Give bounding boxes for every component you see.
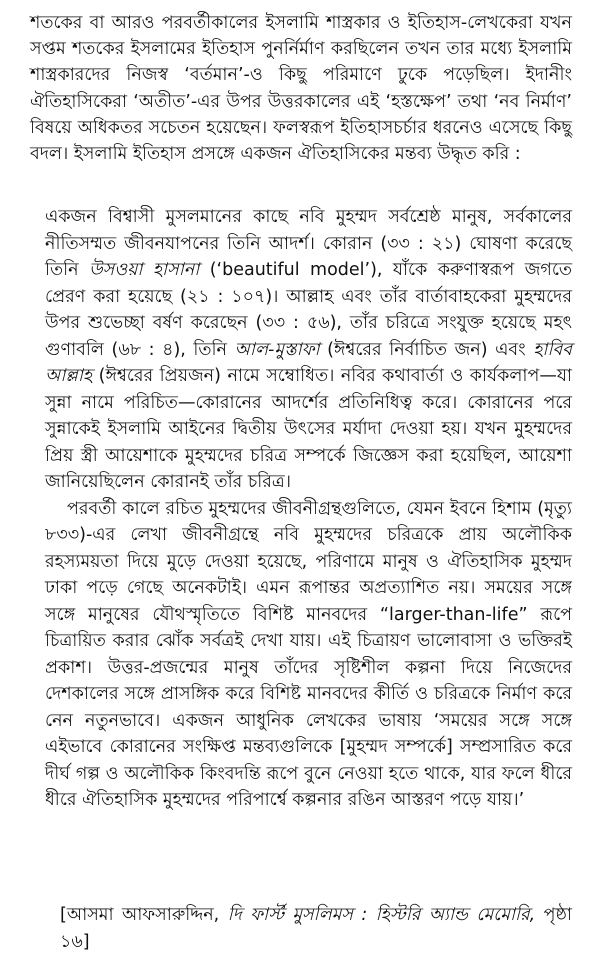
- citation: [60, 902, 572, 955]
- quote-term-al-mustafa: আল-মুস্তাফা: [234, 339, 320, 360]
- quote-text: (‘beautiful model’), যাঁকে করুণাস্বরূপ জগতে প্রেরণ করা হয়েছে (২১ : ১০৭)। আল্লাহ এবং তাঁর বার্তাবাহকেরা মুহম্মদের উপর শুভেচ্ছা বর্ষণ করেছেন (৩৩ : ৫৬), তাঁর চরিত্রে সংযুক্ত হয়েছে মহৎ গুণাবলি (৬৮ : ৪), তিনি: [45, 260, 572, 360]
- citation-bracket: [: [60, 905, 67, 925]
- citation-book-title: দি ফার্স্ট মুসলিমস : হিস্টরি অ্যান্ড মেমোরি,: [227, 905, 536, 925]
- quote-text: (ঈশ্বরের নির্বাচিত জন) এবং: [319, 339, 534, 360]
- quote-term-habib-allah: হাবিব আল্লাহ: [45, 339, 572, 386]
- citation-page: পৃষ্ঠা ১৬]: [60, 905, 572, 952]
- quote-paragraph-2: পরবর্তী কালে রচিত মুহম্মদের জীবনীগ্রন্থগুলিতে, যেমন ইবনে হিশাম (মৃত্যু ৮৩৩)-এর লেখা জীবনীগ্রন্থে নবি মুহম্মদের চরিত্রকে প্রায় অলৌকিক রহস্যময়তা দিয়ে মুড়ে দেওয়া হয়েছে, পরিণামে মানুষ ও ঐতিহাসিক মুহম্মদ ঢাকা পড়ে গেছে অনেকটাই। এমন রূপান্তর অপ্রত্যাশিত নয়। সময়ের সঙ্গে সঙ্গে মানুষের যৌথস্মৃতিতে বিশিষ্ট মানবদের “larger-than-life” রূপে চিত্রায়িত করার ঝোঁক সর্বত্রই দেখা যায়। এই চিত্রায়ণ ভালোবাসা ও ভক্তিরই প্রকাশ। উত্তর-প্রজন্মের মানুষ তাঁদের সৃষ্টিশীল কল্পনা দিয়ে নিজেদের দেশকালের সঙ্গে প্রাসঙ্গিক করে বিশিষ্ট মানবদের কীর্তি ও চরিত্রকে নির্মাণ করে নেন নতুনভাবে। একজন আধুনিক লেখকের ভাষায় ‘সময়ের সঙ্গে সঙ্গে এইভাবে কোরানের সংক্ষিপ্ত মন্তব্যগুলিকে [মুহম্মদ সম্পর্কে] সম্প্রসারিত করে দীর্ঘ গল্প ও অলৌকিক কিংবদন্তি রূপে বুনে নেওয়া হতে থাকে, যার ফলে ধীরে ধীরে ঐতিহাসিক মুহম্মদের পরিপার্শ্বে কল্পনার রঙিন আস্তরণ পড়ে যায়।’: [45, 498, 572, 810]
- quote-text: একজন বিশ্বাসী মুসলমানের কাছে নবি মুহম্মদ সর্বশ্রেষ্ঠ মানুষ, সর্বকালের নীতিসম্মত জীবনযাপনের তিনি আদর্শ। কোরান (৩৩ : ২১) ঘোষণা করেছে তিনি: [45, 207, 572, 280]
- quote-term-uswa-hasana: উসওয়া হাসানা: [89, 260, 200, 280]
- citation-author: আসমা আফসারুদ্দিন,: [66, 905, 220, 925]
- quote-text: (ঈশ্বরের প্রিয়জন) নামে সম্বোধিত। নবির কথাবার্তা ও কার্যকলাপ—যা সুন্না নামে পরিচিত—কোরানের আদর্শের প্রতিনিধিত্ব করে। কোরানের পরে সুন্নাকেই ইসলামি আইনের দ্বিতীয় উৎসের মর্যাদা দেওয়া হয়। যখন মুহম্মদের প্রিয় স্ত্রী আয়েশাকে মুহম্মদের চরিত্র সম্পর্কে জিজ্ঞেস করা হয়েছিল, আয়েশা জানিয়েছিলেন কোরানই তাঁর চরিত্র।: [45, 366, 572, 492]
- intro-paragraph: শতকের বা আরও পরবর্তীকালের ইসলামি শাস্ত্রকার ও ইতিহাস-লেখকেরা যখন সপ্তম শতকের ইসলামের ইতিহাস পুনর্নির্মাণ করছিলেন তখন তার মধ্যে ইসলামি শাস্ত্রকারদের নিজস্ব ‘বর্তমান’-ও কিছু পরিমাণে ঢুকে পড়েছিল। ইদানীং ঐতিহাসিকেরা ‘অতীত’-এর উপর উত্তরকালের এই ‘হস্তক্ষেপ’ তথা ‘নব নির্মাণ’ বিষয়ে অধিকতর সচেতন হয়েছেন। ফলস্বরূপ ইতিহাসচর্চার ধরনেও এসেছে কিছু বদল। ইসলামি ইতিহাস প্রসঙ্গে একজন ঐতিহাসিকের মন্তব্য উদ্ধৃত করি :: [30, 13, 572, 165]
- block-quote: [45, 204, 572, 814]
- quote-paragraph-1: [45, 204, 572, 496]
